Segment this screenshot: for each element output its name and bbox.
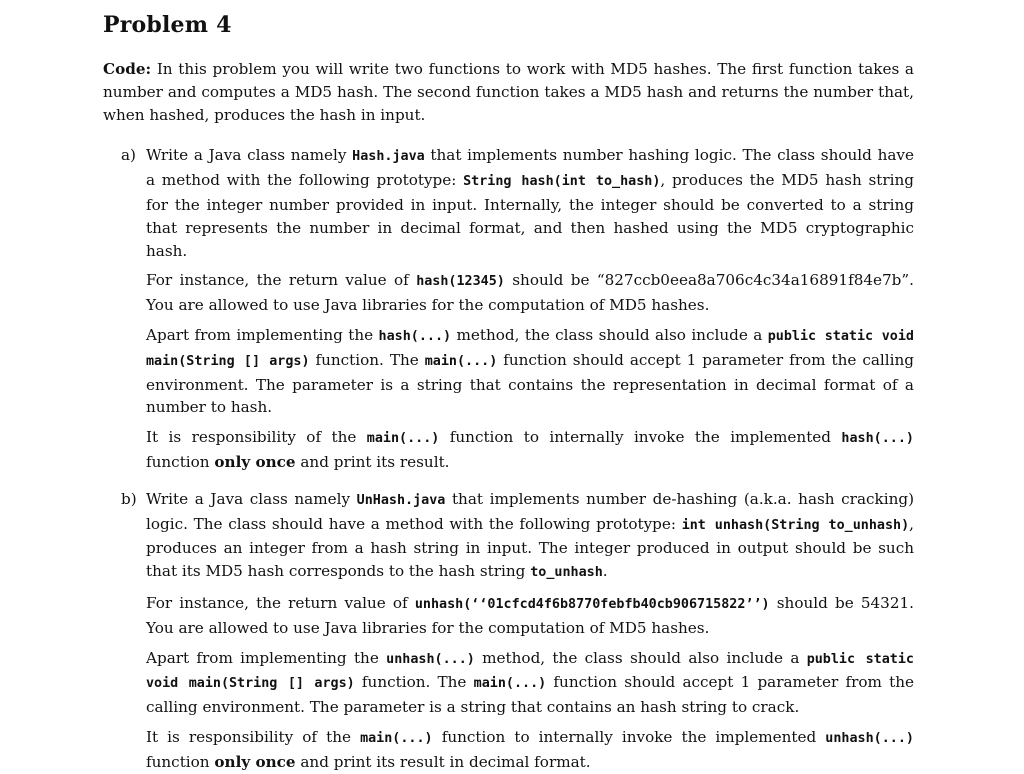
- main-ref: main(...): [366, 431, 440, 447]
- part-b-paragraph-1: Write a Java class namely UnHash.java that implements number de-hashing (a.k.a. hash cracking) logic. The class should have a method with the following prototype: int unhash(String to_unhash), produces an integer from a hash string in input. The integer produced in output should be such that its MD5 hash corresponds to the hash string to_unhash.: [146, 489, 914, 581]
- class-name-hash: Hash.java: [352, 149, 425, 165]
- problem-title: Problem 4: [103, 12, 232, 38]
- document-page: [103, 10, 914, 774]
- part-a-paragraph-2: For instance, the return value of hash(12345) should be “827ccb0eea8a706c4c34a16891f84e7b”. You are allowed to use Java libraries for the computation of MD5 hashes.: [146, 271, 914, 315]
- unhash-prototype: int unhash(String to_unhash): [681, 517, 910, 533]
- part-b-paragraph-4: It is responsibility of the main(...) function to internally invoke the implemented unhash(...) function only once and print its result in decimal format.: [146, 727, 914, 771]
- part-b-marker: b): [121, 489, 137, 508]
- intro-paragraph: [103, 58, 914, 126]
- hash-prototype: String hash(int to_hash): [463, 174, 661, 190]
- main-ref: main(...): [424, 353, 498, 369]
- part-a-marker: a): [121, 146, 136, 165]
- hash-method-ref: hash(...): [378, 328, 452, 344]
- unhash-method-ref: unhash(...): [386, 651, 475, 667]
- class-name-unhash: UnHash.java: [356, 492, 446, 508]
- unhash-example-call: unhash(‘‘01cfcd4f6b8770febfb40cb906715822’’): [414, 596, 770, 612]
- part-b-paragraph-3: Apart from implementing the unhash(...) method, the class should also include a public static void main(String [] args) function. The main(...) function should accept 1 parameter from the calling environment. The parameter is a string that contains an hash string to crack.: [146, 648, 915, 717]
- main-signature: public static void main(String [] args): [146, 651, 914, 692]
- intro-text: In this problem you will write two functions to work with MD5 hashes. The first function takes a number and computes a MD5 hash. The second function takes a MD5 hash and returns the number that, when hashed, produces the hash in input.: [103, 60, 914, 124]
- to-unhash-ref: to_unhash: [530, 565, 603, 581]
- part-a: [103, 144, 914, 473]
- intro-label: Code:: [103, 60, 152, 78]
- emphasis-only-once: only once: [214, 752, 296, 771]
- hash-method-ref: hash(...): [841, 431, 914, 447]
- part-b: [103, 488, 914, 774]
- part-a-paragraph-3: Apart from implementing the hash(...) method, the class should also include a public static void main(String [] args) function. The main(...) function should accept 1 parameter from the calling environment. The parameter is a string that contains the representation in decimal format of a number to hash.: [146, 325, 914, 417]
- main-ref: main(...): [360, 730, 433, 746]
- emphasis-only-once: only once: [214, 452, 296, 471]
- main-ref: main(...): [473, 676, 547, 692]
- part-a-paragraph-4: It is responsibility of the main(...) function to internally invoke the implemented hash(...) function only once and print its result.: [146, 428, 914, 471]
- hash-example-call: hash(12345): [416, 274, 505, 290]
- part-a-paragraph-1: Write a Java class namely Hash.java that implements number hashing logic. The class should have a method with the following prototype: String hash(int to_hash), produces the MD5 hash string for the integer number provided in input. Internally, the integer should be converted to a string that represents the number in decimal format, and then hashed using the MD5 cryptographic hash.: [146, 146, 914, 260]
- unhash-method-ref: unhash(...): [825, 730, 914, 746]
- part-b-paragraph-2: For instance, the return value of unhash(‘‘01cfcd4f6b8770febfb40cb906715822’’) should be 54321. You are allowed to use Java libraries for the computation of MD5 hashes.: [146, 593, 914, 637]
- main-signature: public static void main(String [] args): [146, 328, 914, 369]
